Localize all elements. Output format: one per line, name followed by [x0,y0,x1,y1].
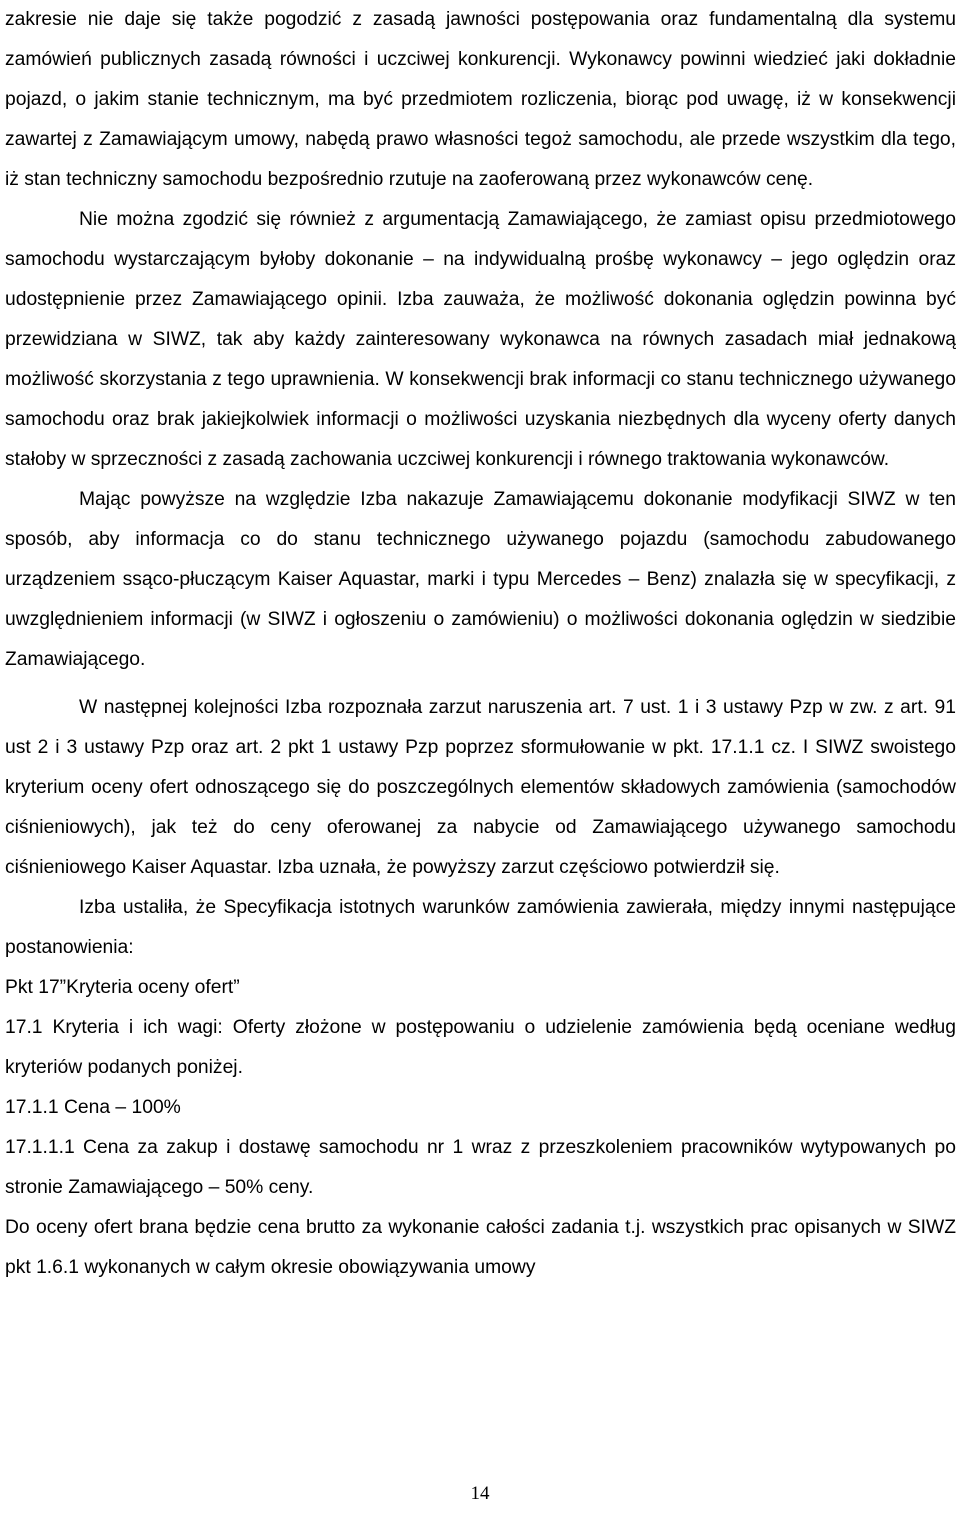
quote-price-detail: 17.1.1.1 Cena za zakup i dostawę samochodu nr 1 wraz z przeszkoleniem pracowników wytypowanych po stronie Zamawiającego – 50% ceny. [5,1137,956,1198]
quote-price: 17.1.1 Cena – 100% [5,1097,181,1118]
quote-heading: Pkt 17”Kryteria oceny ofert” [5,977,240,998]
paragraph-5: Izba ustaliła, że Specyfikacja istotnych warunków zamówienia zawierała, między innymi następujące postanowienia: [5,897,956,958]
paragraph-1: zakresie nie daje się także pogodzić z zasadą jawności postępowania oraz fundamentalną dla systemu zamówień publicznych zasadą równości i uczciwej konkurencji. Wykonawcy powinni wiedzieć jaki dokładnie pojazd, o jakim stanie technicznym, ma być przedmiotem rozliczenia, biorąc pod uwagę, iż w konsekwencji zawartej z Zamawiającym umowy, nabędą prawo własności tegoż samochodu, ale przede wszystkim dla tego, iż stan techniczny samochodu bezpośrednio rzutuje na zaoferowaną przez wykonawców cenę. [5,9,956,190]
quote-criteria: 17.1 Kryteria i ich wagi: Oferty złożone w postępowaniu o udzielenie zamówienia będą oceniane według kryteriów podanych poniżej. [5,1017,956,1078]
quote-evaluation: Do oceny ofert brana będzie cena brutto za wykonanie całości zadania t.j. wszystkich prac opisanych w SIWZ pkt 1.6.1 wykonanych w całym okresie obowiązywania umowy [5,1217,956,1278]
paragraph-4: W następnej kolejności Izba rozpoznała zarzut naruszenia art. 7 ust. 1 i 3 ustawy Pzp w zw. z art. 91 ust 2 i 3 ustawy Pzp oraz art. 2 pkt 1 ustawy Pzp poprzez sformułowanie w pkt. 17.1.1 cz. I SIWZ swoistego kryterium oceny ofert odnoszącego się do poszczególnych elementów składowych zamówienia (samochodów ciśnieniowych), jak też do ceny oferowanej za nabycie od Zamawiającego używanego samochodu ciśnieniowego Kaiser Aquastar. Izba uznała, że powyższy zarzut częściowo potwierdził się. [5,697,956,878]
paragraph-2: Nie można zgodzić się również z argumentacją Zamawiającego, że zamiast opisu przedmiotowego samochodu wystarczającym byłoby dokonanie – na indywidualną prośbę wykonawcy – jego oględzin oraz udostępnienie przez Zamawiającego opinii. Izba zauważa, że możliwość dokonania oględzin powinna być przewidziana w SIWZ, tak aby każdy zainteresowany wykonawca na równych zasadach miał jednakową możliwość skorzystania z tego uprawnienia. W konsekwencji brak informacji co stanu technicznego używanego samochodu oraz brak jakiejkolwiek informacji o możliwości uzyskania niezbędnych dla wyceny oferty danych stałoby w sprzeczności z zasadą zachowania uczciwej konkurencji i równego traktowania wykonawców. [5,209,956,470]
page-number: 14 [470,1483,490,1504]
document-page [5,0,956,1288]
paragraph-3: Mając powyższe na względzie Izba nakazuje Zamawiającemu dokonanie modyfikacji SIWZ w ten sposób, aby informacja co do stanu technicznego używanego pojazdu (samochodu zabudowanego urządzeniem ssąco-płuczącym Kaiser Aquastar, marki i typu Mercedes – Benz) znalazła się w specyfikacji, z uwzględnieniem informacji (w SIWZ i ogłoszeniu o zamówieniu) o możliwości dokonania oględzin w siedzibie Zamawiającego. [5,489,956,670]
